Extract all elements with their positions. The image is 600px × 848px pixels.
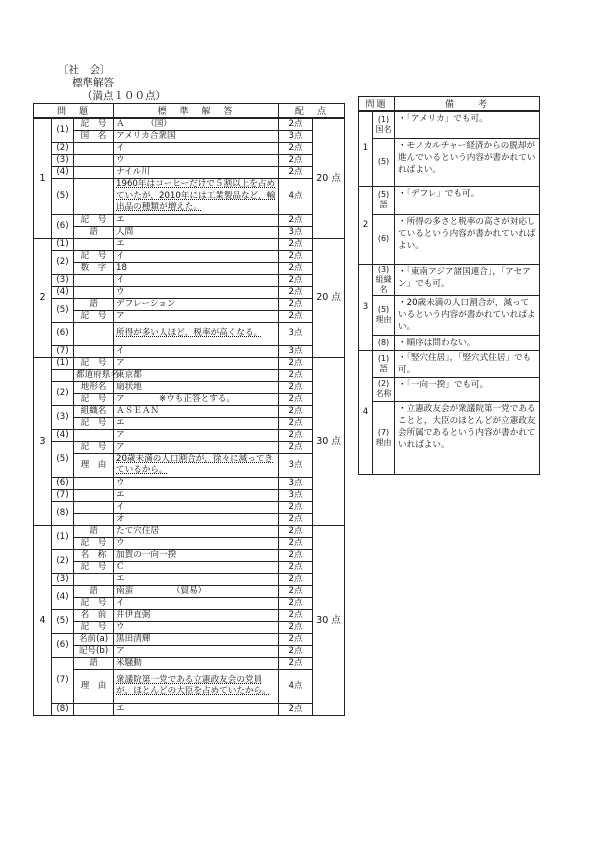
table-row [34,525,345,537]
answer-text: イ [114,501,279,513]
points: 2点 [279,633,313,645]
note-text: ・「一向一揆」でも可。 [395,377,540,401]
points: 2点 [279,621,313,633]
points: 2点 [279,703,313,715]
note-text: ・20歳未満の人口割合が，減っているという内容が書かれていればよい。 [395,295,540,335]
answer-type [74,167,114,179]
answer-type: 名前(a) [74,633,114,645]
points: 2点 [279,381,313,393]
points: 2点 [279,549,313,561]
points: 2点 [279,286,313,298]
question-number: (2) [52,250,74,274]
question-number: (4) [52,167,74,179]
points: 2点 [279,167,313,179]
answer-type: 語 [74,585,114,597]
answer-text: Ａ （国） [114,118,279,131]
answer-text: イ [114,274,279,286]
col-question: 問 題 [34,104,114,119]
question-number: (1) [52,118,74,143]
note-text: ・所得の多さと税率の高さが対応しているという内容が書かれていればよい。 [395,214,540,264]
answer-table [33,103,345,716]
table-row [34,250,345,262]
answer-type: 記 号 [74,417,114,429]
question-number: (4) [52,429,74,441]
total-score: （満点１００点） [82,90,166,102]
points: 2点 [279,298,313,310]
question-number: (1) [52,525,74,549]
note-text: ・「竪穴住居」，「竪穴式住居」でも可。 [395,350,540,377]
points: 2点 [279,250,313,262]
answer-text: オ [114,513,279,525]
answer-text: 所得が多い人ほど，税率が高くなる。 [114,322,279,345]
question-number: (6) [52,214,74,238]
answer-text: イ [114,143,279,155]
note-group: 3 [359,264,373,350]
table-row [34,405,345,417]
answer-type: 組織名 [74,405,114,417]
answer-type [74,322,114,345]
table-row [34,645,345,657]
col-note: 備 考 [395,97,540,112]
points: 3点 [279,226,313,238]
note-text: ・「アメリカ」でも可。 [395,111,540,138]
answer-text: エ [114,417,279,429]
answer-text: ア [114,357,279,369]
points: 2点 [279,405,313,417]
note-subq: (1) 国名 [373,111,395,138]
note-subq: (1) 語 [373,350,395,377]
points: 3点 [279,322,313,345]
answer-type: 記号(b) [74,645,114,657]
note-subq: (5) [373,138,395,186]
answer-text: 東京都 [114,369,279,381]
answer-type: 記 号 [74,441,114,453]
answer-text: イ [114,345,279,357]
table-row [34,657,345,669]
answer-text: 1960年はコーヒーだけで５割以上を占めていたが，2010年には工業製品など，輸出品の種類が増えた。 [114,179,279,215]
table-row [34,501,345,513]
answer-text: 衆議院第一党である立憲政友会の党員が，ほとんどの大臣を占めていたから。 [114,669,279,703]
table-row [34,537,345,549]
answer-type [74,143,114,155]
answer-text: 18 [114,262,279,274]
points: 2点 [279,525,313,537]
question-number: (7) [52,489,74,501]
points: 2点 [279,417,313,429]
answer-text: デフレーション [114,298,279,310]
points: 2点 [279,537,313,549]
table-row [34,453,345,477]
question-number: (7) [52,657,74,703]
table-row [34,262,345,274]
answer-text: 人間 [114,226,279,238]
table-row [34,573,345,585]
note-text: ・「デフレ」でも可。 [395,186,540,214]
table-row [34,369,345,381]
answer-text: Ｃ [114,561,279,573]
points: 3点 [279,489,313,501]
table-row [34,393,345,405]
question-number: (1) [52,357,74,369]
table-row [34,238,345,250]
answer-text: ウ [114,621,279,633]
group-points: 30 点 [313,357,345,525]
answer-type [74,501,114,513]
group-points: 20 点 [313,118,345,238]
points: 2点 [279,585,313,597]
answer-type: 記 号 [74,310,114,322]
table-row [34,143,345,155]
answer-type [74,477,114,489]
answer-text: 井伊直弼 [114,609,279,621]
answer-type [74,345,114,357]
points: 2点 [279,155,313,167]
points: 2点 [279,573,313,585]
table-row [34,131,345,143]
note-subq: (3) 組織名 [373,264,395,295]
table-row [34,597,345,609]
question-number: (4) [52,286,74,298]
answer-text: ナイル川 [114,167,279,179]
answer-text: ウ [114,537,279,549]
points: 2点 [279,118,313,131]
answer-text: 20歳未満の人口割合が，徐々に減ってきているから。 [114,453,279,477]
question-number: (4) [52,585,74,609]
table-row [34,381,345,393]
note-subq: (6) [373,214,395,264]
col-answer: 標 準 解 答 [114,104,279,119]
answer-type: 語 [74,657,114,669]
table-row [34,310,345,322]
note-subq: (8) [373,335,395,350]
note-subq: (7) 理由 [373,401,395,474]
question-number: (6) [52,633,74,657]
table-row [34,179,345,215]
answer-text: ア [114,429,279,441]
note-text: ・モノカルチャー経済からの脱却が進んでいるという内容が書かれていればよい。 [395,138,540,186]
answer-text: ア [114,310,279,322]
points: 2点 [279,513,313,525]
answer-text: ＡＳＥＡＮ [114,405,279,417]
answer-text: ア [114,645,279,657]
note-subq: (2) 名称 [373,377,395,401]
group-number: 2 [34,238,52,357]
note-subq: (5) 語 [373,186,395,214]
answer-type: 記 号 [74,118,114,131]
answer-type [74,429,114,441]
answer-type [74,573,114,585]
answer-type: 記 号 [74,357,114,369]
table-row [34,214,345,226]
points: 2点 [279,274,313,286]
table-row [34,703,345,715]
note-text: ・順序は問わない。 [395,335,540,350]
points: 3点 [279,453,313,477]
answer-type [74,489,114,501]
table-row [34,345,345,357]
answer-type [74,513,114,525]
answer-type: 記 号 [74,621,114,633]
points: 2点 [279,657,313,669]
answer-text: ウ [114,477,279,489]
question-number: (6) [52,477,74,489]
col-problem: 問題 [359,97,395,112]
answer-type: 理 由 [74,453,114,477]
points: 2点 [279,441,313,453]
answer-text: たて穴住居 [114,525,279,537]
answer-type: 記 号 [74,537,114,549]
group-number: 3 [34,357,52,525]
question-number: (1) [52,238,74,250]
table-row [34,489,345,501]
table-row [34,118,345,131]
group-points: 30 点 [313,525,345,715]
table-row [34,167,345,179]
question-number: (3) [52,155,74,167]
answer-type: 語 [74,298,114,310]
points: 2点 [279,262,313,274]
table-row [34,357,345,369]
answer-text: イ [114,250,279,262]
subject-label: 〔社 会〕 [58,64,111,76]
answer-text: 加賀の一向一揆 [114,549,279,561]
note-text: ・立憲政友会が衆議院第一党であることと，大臣のほとんどが立憲政友会所属であるという内容が書かれていればよい。 [395,401,540,474]
answer-text: エ [114,214,279,226]
note-text: ・「東南アジア諸国連合」，「アセアン」でも可。 [395,264,540,295]
answer-type [74,286,114,298]
question-number: (5) [52,609,74,633]
question-number: (8) [52,703,74,715]
points: 2点 [279,393,313,405]
answer-type: 語 [74,525,114,537]
points: 2点 [279,369,313,381]
doc-title: 標準解答 [72,77,114,89]
table-row [34,633,345,645]
answer-text: ウ [114,286,279,298]
answer-text: 南蛮 （貿易） [114,585,279,597]
answer-type: 地形名 [74,381,114,393]
question-number: (7) [52,345,74,357]
group-points: 20 点 [313,238,345,357]
answer-type [74,274,114,286]
points: 2点 [279,357,313,369]
note-group: 4 [359,350,373,474]
table-row [34,549,345,561]
answer-type: 記 号 [74,561,114,573]
answer-text: 米騒動 [114,657,279,669]
points: 2点 [279,310,313,322]
answer-text: エ [114,703,279,715]
col-points: 配 点 [279,104,345,119]
note-subq: (5) 理由 [373,295,395,335]
note-group: 2 [359,186,373,264]
points: 2点 [279,214,313,226]
table-row [34,561,345,573]
question-number: (2) [52,549,74,573]
note-group: 1 [359,111,373,186]
answer-type: 数 字 [74,262,114,274]
points: 4点 [279,179,313,215]
answer-type [74,703,114,715]
question-number [52,369,74,381]
answer-type: 語 [74,226,114,238]
table-row [34,609,345,621]
table-row [34,513,345,525]
answer-type: 理 由 [74,669,114,703]
answer-type: 都道府県名 [74,369,114,381]
question-number: (5) [52,298,74,322]
points: 2点 [279,501,313,513]
answer-text: エ [114,238,279,250]
answer-type [74,179,114,215]
points: 3点 [279,345,313,357]
table-row [34,477,345,489]
table-row [34,621,345,633]
answer-text: イ [114,597,279,609]
points: 2点 [279,645,313,657]
question-number: (2) [52,143,74,155]
question-number: (5) [52,441,74,477]
answer-type: 名 前 [74,609,114,621]
table-row [34,441,345,453]
points: 2点 [279,429,313,441]
notes-table [358,96,540,475]
question-number: (5) [52,179,74,215]
table-row [34,417,345,429]
answer-text: エ [114,489,279,501]
points: 2点 [279,561,313,573]
table-row [34,429,345,441]
answer-text: ア ※ウも正答とする。 [114,393,279,405]
question-number: (6) [52,322,74,345]
question-number: (8) [52,501,74,525]
answer-type: 記 号 [74,393,114,405]
table-row [34,585,345,597]
points: 3点 [279,477,313,489]
answer-type: 記 号 [74,214,114,226]
answer-text: 扇状地 [114,381,279,393]
table-row [34,226,345,238]
table-row [34,286,345,298]
answer-type: 国 名 [74,131,114,143]
answer-type [74,238,114,250]
points: 2点 [279,238,313,250]
points: 4点 [279,669,313,703]
answer-type: 名 称 [74,549,114,561]
answer-text: アメリカ合衆国 [114,131,279,143]
table-row [34,274,345,286]
group-number: 1 [34,118,52,238]
question-number: (3) [52,573,74,585]
answer-text: ア [114,441,279,453]
answer-text: 黒田清輝 [114,633,279,645]
table-row [34,669,345,703]
points: 2点 [279,597,313,609]
question-number: (2) [52,381,74,405]
group-number: 4 [34,525,52,715]
table-row [34,298,345,310]
answer-type [74,155,114,167]
points: 2点 [279,143,313,155]
points: 3点 [279,131,313,143]
answer-type: 記 号 [74,250,114,262]
answer-type: 記 号 [74,597,114,609]
question-number: (3) [52,274,74,286]
table-row [34,155,345,167]
points: 2点 [279,609,313,621]
answer-text: ウ [114,155,279,167]
question-number: (3) [52,405,74,429]
table-row [34,322,345,345]
answer-text: エ [114,573,279,585]
